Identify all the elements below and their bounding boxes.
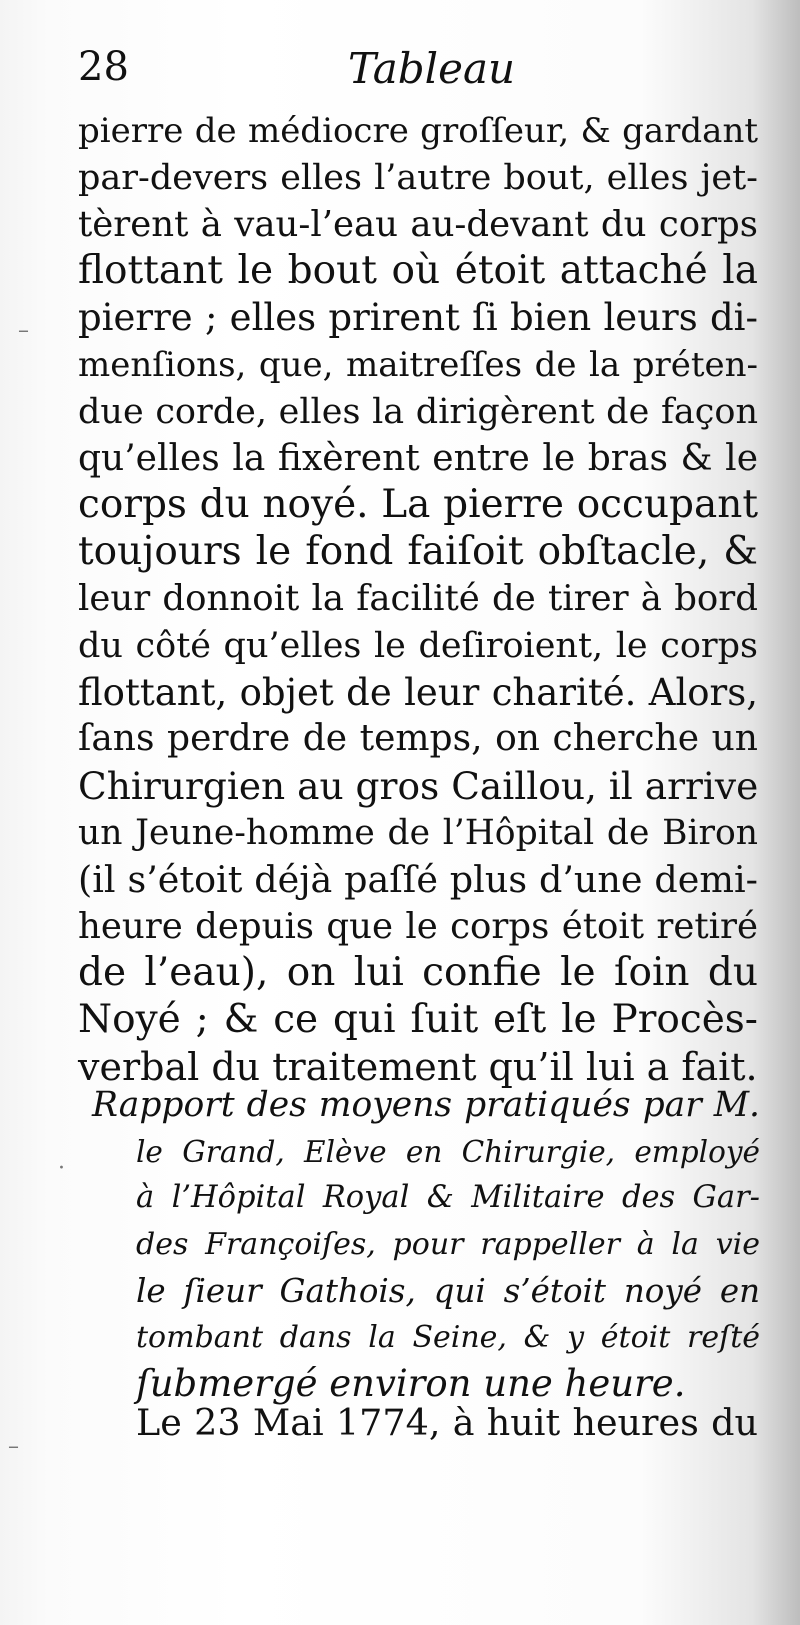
margin-mark: · <box>58 1156 65 1181</box>
text-line: due corde, elles la dirigèrent de façon <box>78 391 758 432</box>
text-line: toujours le fond faiſoit obſtacle, & <box>78 529 758 575</box>
body-paragraph <box>78 108 758 1091</box>
report-line: le Grand, Elève en Chirurgie, employé <box>136 1134 760 1169</box>
report-heading <box>92 1082 760 1408</box>
text-line: Le 23 Mai 1774, à huit heures du <box>136 1401 758 1444</box>
text-line: heure depuis que le corps étoit retiré <box>78 905 758 947</box>
text-line: pierre de médiocre groſſeur, & gardant <box>78 111 758 151</box>
text-line: qu’elles la fixèrent entre le bras & le <box>78 437 758 479</box>
text-line: un Jeune-homme de l’Hôpital de Biron <box>78 812 758 853</box>
report-line: Rapport des moyens pratiqués par M. <box>92 1085 760 1125</box>
report-line: des Françoiſes, pour rappeller à la vie <box>136 1226 760 1262</box>
text-line: par-devers elles l’autre bout, elles jet- <box>78 157 758 198</box>
page-number: 28 <box>78 44 129 90</box>
report-line: le ſieur Gathois, qui s’étoit noyé en <box>136 1272 760 1310</box>
text-line: verbal du traitement qu’il lui a fait. <box>78 1044 758 1089</box>
page-header <box>78 44 760 94</box>
report-line: tombant dans la Seine, & y étoit reſté <box>136 1319 760 1355</box>
text-line: (il s’étoit déjà paſſé plus d’une demi- <box>78 857 758 901</box>
text-line: Chirurgien au gros Caillou, il arrive <box>78 764 759 809</box>
closing-paragraph <box>136 1400 758 1446</box>
text-line: leur donnoit la facilité de tirer à bord <box>78 577 758 619</box>
text-line: du côté qu’elles le deſiroient, le corps <box>78 625 758 666</box>
margin-mark: – <box>18 318 29 343</box>
text-line: tèrent à vau-l’eau au-devant du corps <box>78 203 758 245</box>
text-line: de l’eau), on lui confie le ſoin du <box>78 950 758 996</box>
text-line: Noyé ; & ce qui ſuit eſt le Procès- <box>78 997 758 1043</box>
report-line: ſubmergé environ une heure. <box>136 1362 686 1405</box>
text-line: ſans perdre de temps, on cherche un <box>78 718 758 760</box>
margin-mark: – <box>8 1434 19 1459</box>
text-line: corps du noyé. La pierre occupant <box>78 482 758 528</box>
text-line: flottant le bout où étoit attaché la <box>78 248 758 294</box>
running-title: Tableau <box>348 44 516 93</box>
text-line: flottant, objet de leur charité. Alors, <box>78 670 758 714</box>
report-line: à l’Hôpital Royal & Militaire des Gar- <box>136 1180 760 1215</box>
text-line: menſions, que, maitreſſes de la préten- <box>78 344 758 385</box>
text-line: pierre ; elles prirent ſi bien leurs di- <box>78 296 758 340</box>
